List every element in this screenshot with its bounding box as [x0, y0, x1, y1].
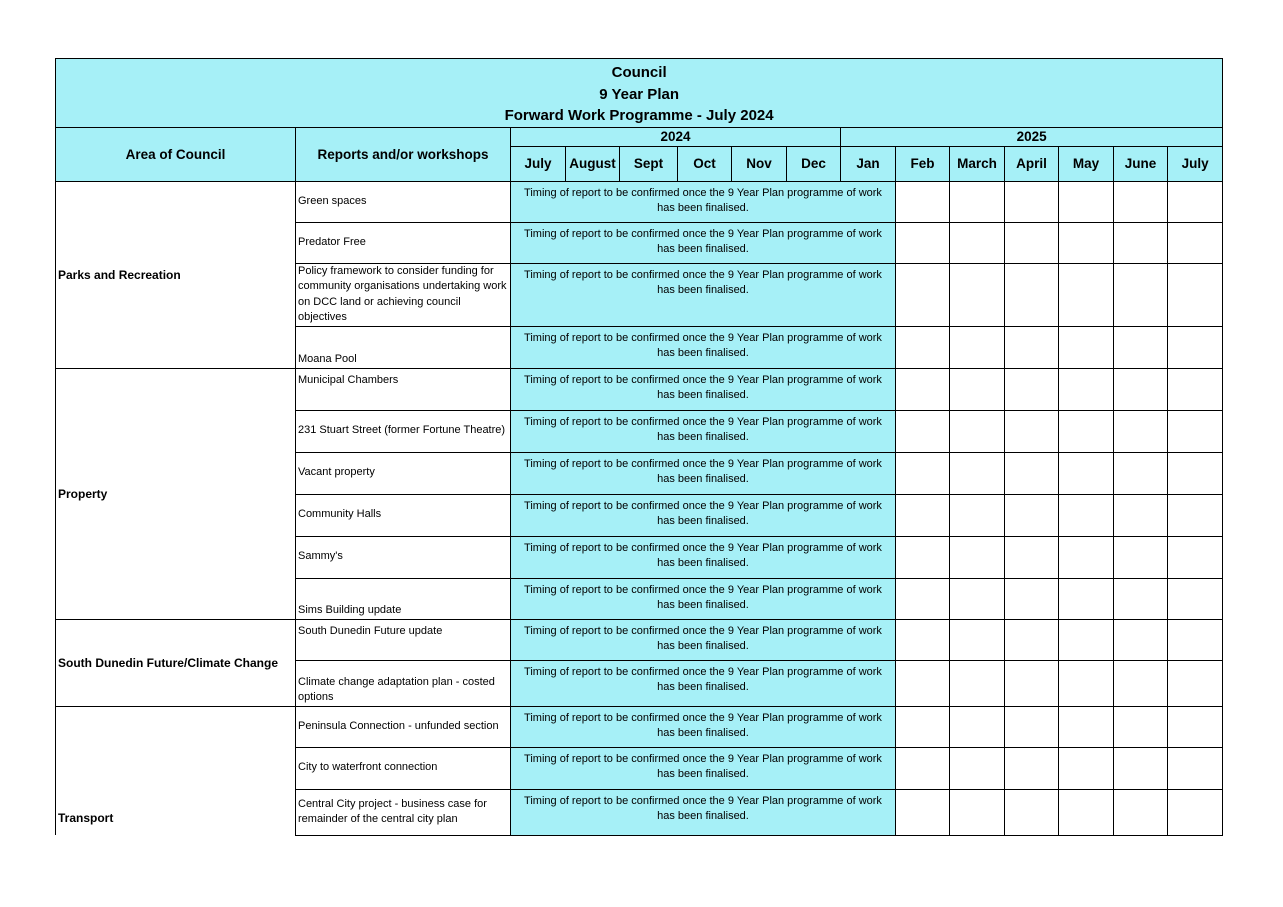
month-header: March — [950, 146, 1005, 181]
month-cell — [1168, 263, 1223, 326]
month-header: Nov — [732, 146, 787, 181]
area-of-council-cell: Transport — [56, 706, 296, 835]
month-cell — [896, 789, 950, 835]
timing-note: Timing of report to be confirmed once the 9 Year Plan programme of work has been finalised. — [511, 619, 896, 660]
month-cell — [1059, 789, 1114, 835]
month-cell — [1005, 789, 1059, 835]
month-cell — [1059, 263, 1114, 326]
area-of-council-cell: Parks and Recreation — [56, 181, 296, 368]
month-cell — [1114, 263, 1168, 326]
report-cell: South Dunedin Future update — [296, 619, 511, 660]
month-cell — [1168, 536, 1223, 578]
report-cell: Vacant property — [296, 452, 511, 494]
timing-note: Timing of report to be confirmed once the 9 Year Plan programme of work has been finalised. — [511, 368, 896, 410]
month-cell — [896, 494, 950, 536]
month-cell — [1114, 326, 1168, 368]
area-of-council-cell: South Dunedin Future/Climate Change — [56, 619, 296, 706]
timing-note: Timing of report to be confirmed once the 9 Year Plan programme of work has been finalised. — [511, 410, 896, 452]
timing-note: Timing of report to be confirmed once the 9 Year Plan programme of work has been finalised. — [511, 494, 896, 536]
month-header: August — [566, 146, 620, 181]
month-cell — [1059, 660, 1114, 706]
month-cell — [896, 181, 950, 222]
report-cell: Community Halls — [296, 494, 511, 536]
month-cell — [950, 789, 1005, 835]
month-cell — [950, 181, 1005, 222]
report-cell: Policy framework to consider funding for community organisations undertaking work on DCC land or achieving council objectives — [296, 263, 511, 326]
table-row — [56, 368, 1223, 410]
month-cell — [1059, 706, 1114, 747]
year-2025-header: 2025 — [841, 127, 1223, 146]
month-cell — [950, 368, 1005, 410]
report-cell: Municipal Chambers — [296, 368, 511, 410]
month-cell — [1114, 410, 1168, 452]
report-cell: 231 Stuart Street (former Fortune Theatre) — [296, 410, 511, 452]
timing-note: Timing of report to be confirmed once the 9 Year Plan programme of work has been finalised. — [511, 263, 896, 326]
timing-note: Timing of report to be confirmed once the 9 Year Plan programme of work has been finalised. — [511, 326, 896, 368]
month-cell — [896, 263, 950, 326]
report-cell: Climate change adaptation plan - costed options — [296, 660, 511, 706]
report-cell: Peninsula Connection - unfunded section — [296, 706, 511, 747]
month-cell — [1005, 181, 1059, 222]
month-cell — [896, 326, 950, 368]
month-cell — [1114, 706, 1168, 747]
month-cell — [1114, 789, 1168, 835]
month-cell — [950, 326, 1005, 368]
month-cell — [1059, 410, 1114, 452]
month-cell — [896, 619, 950, 660]
timing-note: Timing of report to be confirmed once the 9 Year Plan programme of work has been finalised. — [511, 789, 896, 835]
month-header: July — [511, 146, 566, 181]
month-cell — [896, 578, 950, 619]
timing-note: Timing of report to be confirmed once the 9 Year Plan programme of work has been finalised. — [511, 222, 896, 263]
timing-note: Timing of report to be confirmed once the 9 Year Plan programme of work has been finalised. — [511, 536, 896, 578]
table-row — [56, 181, 1223, 222]
month-cell — [950, 578, 1005, 619]
month-cell — [896, 747, 950, 789]
title-line-2: 9 Year Plan — [599, 85, 679, 103]
month-cell — [1059, 368, 1114, 410]
month-cell — [1168, 660, 1223, 706]
month-cell — [1114, 660, 1168, 706]
month-cell — [1114, 368, 1168, 410]
month-cell — [1059, 452, 1114, 494]
month-cell — [1005, 452, 1059, 494]
month-header: Sept — [620, 146, 678, 181]
month-cell — [1005, 706, 1059, 747]
month-cell — [950, 619, 1005, 660]
month-cell — [1114, 494, 1168, 536]
month-cell — [950, 263, 1005, 326]
report-cell: Predator Free — [296, 222, 511, 263]
month-cell — [1005, 326, 1059, 368]
month-cell — [1168, 706, 1223, 747]
month-cell — [1168, 578, 1223, 619]
month-cell — [896, 706, 950, 747]
month-cell — [1168, 494, 1223, 536]
timing-note: Timing of report to be confirmed once the 9 Year Plan programme of work has been finalised. — [511, 578, 896, 619]
month-cell — [950, 536, 1005, 578]
month-cell — [1114, 452, 1168, 494]
month-cell — [896, 222, 950, 263]
month-cell — [1005, 263, 1059, 326]
month-cell — [1005, 747, 1059, 789]
month-cell — [1005, 660, 1059, 706]
forward-work-programme-table — [55, 58, 1223, 836]
timing-note: Timing of report to be confirmed once the 9 Year Plan programme of work has been finalised. — [511, 181, 896, 222]
table-row — [56, 706, 1223, 747]
table-title — [56, 59, 1223, 128]
timing-note: Timing of report to be confirmed once the 9 Year Plan programme of work has been finalised. — [511, 660, 896, 706]
month-cell — [1114, 222, 1168, 263]
table-row — [56, 619, 1223, 660]
month-cell — [1059, 578, 1114, 619]
month-cell — [1168, 747, 1223, 789]
month-header: April — [1005, 146, 1059, 181]
month-header: Dec — [787, 146, 841, 181]
month-cell — [950, 706, 1005, 747]
month-cell — [1059, 619, 1114, 660]
month-cell — [1059, 747, 1114, 789]
month-cell — [1114, 181, 1168, 222]
year-2024-header: 2024 — [511, 127, 841, 146]
month-cell — [1114, 578, 1168, 619]
month-cell — [950, 222, 1005, 263]
report-cell: Sammy's — [296, 536, 511, 578]
month-cell — [896, 410, 950, 452]
month-cell — [896, 452, 950, 494]
report-cell: Central City project - business case for remainder of the central city plan — [296, 789, 511, 835]
month-cell — [1114, 619, 1168, 660]
month-cell — [896, 660, 950, 706]
month-cell — [1168, 368, 1223, 410]
month-cell — [1059, 494, 1114, 536]
month-cell — [1005, 536, 1059, 578]
month-cell — [1168, 181, 1223, 222]
month-cell — [1059, 181, 1114, 222]
timing-note: Timing of report to be confirmed once the 9 Year Plan programme of work has been finalised. — [511, 706, 896, 747]
month-cell — [1168, 619, 1223, 660]
month-cell — [1168, 452, 1223, 494]
month-cell — [1168, 222, 1223, 263]
area-of-council-cell: Property — [56, 368, 296, 619]
month-cell — [950, 660, 1005, 706]
month-cell — [1005, 494, 1059, 536]
report-cell: Moana Pool — [296, 326, 511, 368]
title-line-3: Forward Work Programme - July 2024 — [504, 107, 774, 124]
reports-header: Reports and/or workshops — [296, 127, 511, 181]
month-cell — [950, 494, 1005, 536]
month-cell — [1005, 619, 1059, 660]
timing-note: Timing of report to be confirmed once the 9 Year Plan programme of work has been finalised. — [511, 452, 896, 494]
month-cell — [1168, 789, 1223, 835]
month-cell — [1005, 368, 1059, 410]
month-cell — [1114, 747, 1168, 789]
month-cell — [1005, 578, 1059, 619]
month-header: May — [1059, 146, 1114, 181]
report-cell: Sims Building update — [296, 578, 511, 619]
title-line-1: Council — [611, 64, 667, 81]
month-header: June — [1114, 146, 1168, 181]
area-header: Area of Council — [56, 127, 296, 181]
month-cell — [950, 410, 1005, 452]
report-cell: Green spaces — [296, 181, 511, 222]
month-header: Oct — [678, 146, 732, 181]
month-cell — [896, 368, 950, 410]
month-header: Feb — [896, 146, 950, 181]
month-cell — [1059, 536, 1114, 578]
report-cell: City to waterfront connection — [296, 747, 511, 789]
month-header: Jan — [841, 146, 896, 181]
month-cell — [1005, 410, 1059, 452]
month-cell — [1005, 222, 1059, 263]
month-cell — [1114, 536, 1168, 578]
timing-note: Timing of report to be confirmed once the 9 Year Plan programme of work has been finalised. — [511, 747, 896, 789]
month-cell — [950, 747, 1005, 789]
month-cell — [1168, 410, 1223, 452]
month-cell — [896, 536, 950, 578]
month-cell — [1168, 326, 1223, 368]
month-header: July — [1168, 146, 1223, 181]
month-cell — [1059, 222, 1114, 263]
month-cell — [1059, 326, 1114, 368]
month-cell — [950, 452, 1005, 494]
